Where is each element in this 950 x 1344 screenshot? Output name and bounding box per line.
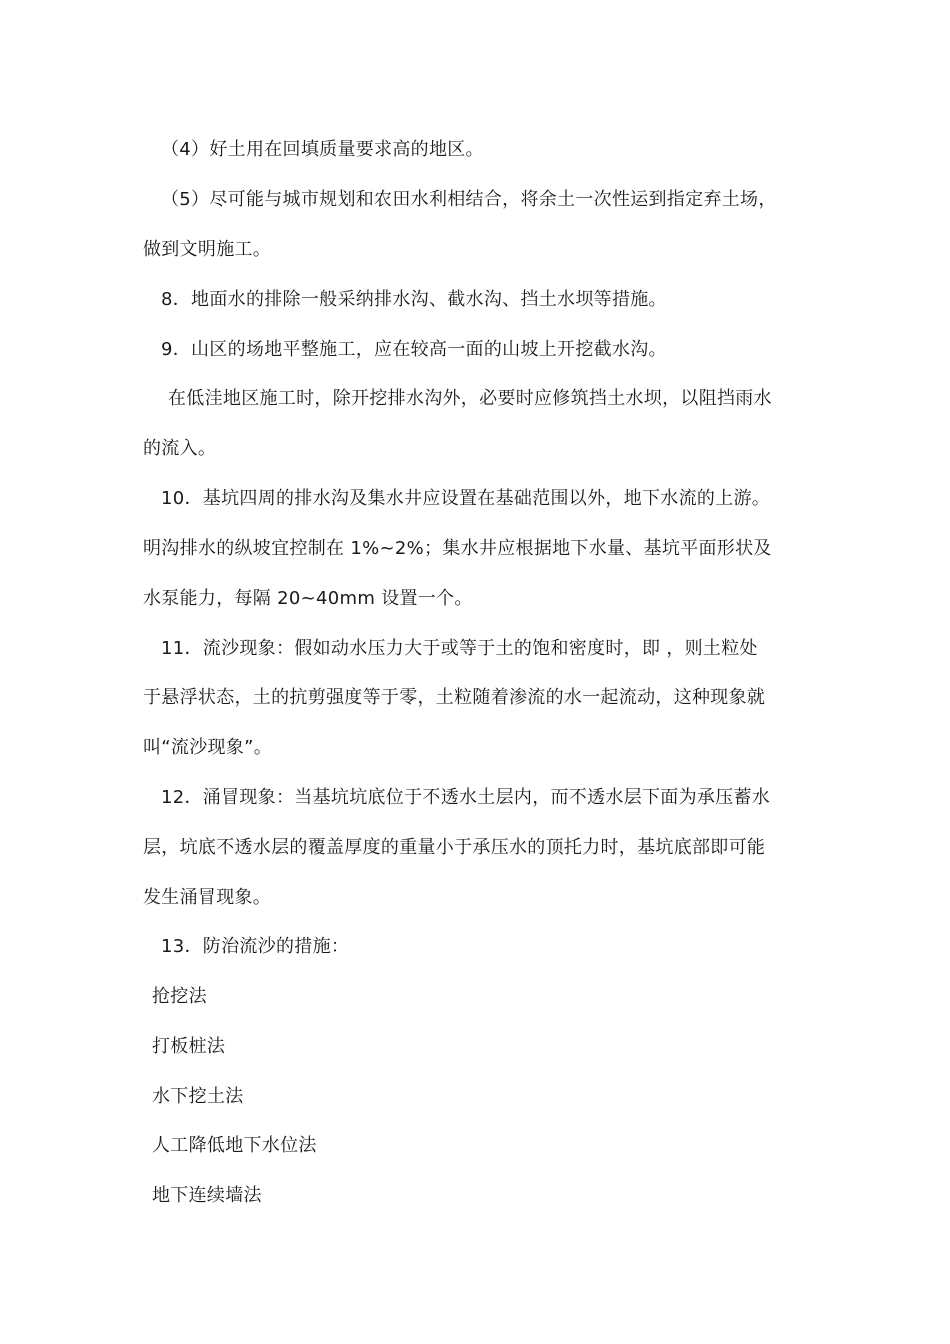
list-item: 地下连续墙法 [152, 1185, 262, 1206]
text-line: 于悬浮状态，土的抗剪强度等于零，土粒随着渗流的水一起流动，这种现象就 [143, 687, 766, 708]
text-line: （5）尽可能与城市规划和农田水利相结合，将余土一次性运到指定弃土场， [161, 189, 777, 210]
text-line: 的流入。 [143, 438, 217, 459]
list-item: 水下挖土法 [152, 1086, 244, 1107]
list-item: 抢挖法 [152, 986, 207, 1007]
list-item: 人工降低地下水位法 [152, 1135, 317, 1156]
text-line: 9．山区的场地平整施工，应在较高一面的山坡上开挖截水沟。 [161, 339, 667, 360]
text-line: 发生涌冒现象。 [143, 887, 272, 908]
text-line: 在低洼地区施工时，除开挖排水沟外，必要时应修筑挡土水坝，以阻挡雨水 [168, 388, 772, 409]
text-line: 10．基坑四周的排水沟及集水井应设置在基础范围以外，地下水流的上游。 [161, 488, 771, 509]
text-line: 13．防治流沙的措施： [161, 936, 350, 957]
text-line: 明沟排水的纵坡宜控制在 1%~2%；集水井应根据地下水量、基坑平面形状及 [143, 538, 772, 559]
text-line: （4）好土用在回填质量要求高的地区。 [161, 139, 484, 160]
text-line: 做到文明施工。 [143, 239, 272, 260]
text-line: 层，坑底不透水层的覆盖厚度的重量小于承压水的顶托力时，基坑底部即可能 [143, 837, 766, 858]
text-line: 水泵能力，每隔 20~40mm 设置一个。 [143, 588, 473, 609]
text-line: 11．流沙现象：假如动水压力大于或等于土的饱和密度时，即 ，则土粒处 [161, 638, 758, 659]
list-item: 打板桩法 [152, 1036, 226, 1057]
text-line: 8．地面水的排除一般采纳排水沟、截水沟、挡土水坝等措施。 [161, 289, 667, 310]
text-line: 叫“流沙现象”。 [143, 737, 273, 758]
text-line: 12．涌冒现象：当基坑坑底位于不透水土层内，而不透水层下面为承压蓄水 [161, 787, 771, 808]
